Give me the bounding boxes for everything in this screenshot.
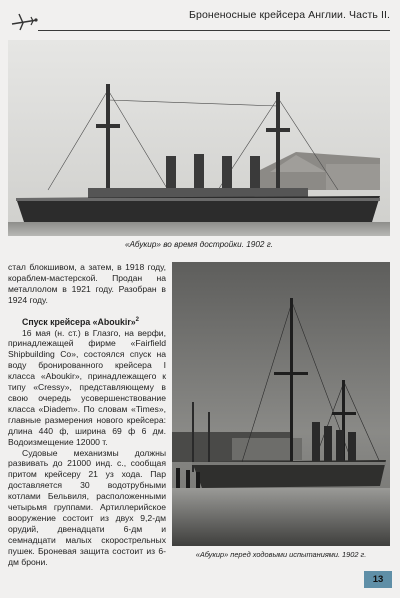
footnote-marker: 2 <box>135 316 140 323</box>
photo-ship-before-trials <box>172 262 390 546</box>
paragraph: стал блокшивом, а затем, в 1918 году, кораблем-мастерской. Продан на металлолом в 1921 году. Разобран в 1924 году. <box>8 262 166 305</box>
page-number: 13 <box>364 571 392 588</box>
figure-caption: «Абукир» во время достройки. 1902 г. <box>124 240 274 249</box>
figure-caption: «Абукир» перед ходовыми испытаниями. 1902 г. <box>195 550 367 559</box>
airplane-emblem-icon <box>10 8 40 34</box>
header-rule <box>38 30 390 31</box>
photo-ship-fitting-out <box>8 40 390 236</box>
section-heading <box>8 315 166 328</box>
section-title: Спуск крейсера «Aboukir» <box>22 316 136 327</box>
paragraph: Судовые механизмы должны развивать до 21000 инд. с., сообщая притом крейсеру 21 уз хода. Пар доставляется 30 водотрубными котлами Бельвиля, расположенными четырьмя группами. Артиллерийское вооружение состоит из двух 9,2-дм орудий, двенадцати 6-дм и семнадцати малых скорострельных пушек. Броневая защита состоит из 6-дм брони. <box>8 447 166 567</box>
paragraph: 16 мая (н. ст.) в Глазго, на верфи, принадлежащей фирме «Fairfield Shipbuilding Co», состоялся спуск на воду бронированного крейсера I класса «Aboukir», принадлежащего к типу «Cressy», представляющему в свою очередь усовершенствование класса «Diadem». По словам «Times», главные размерения нового крейсера: длина 440 ф, ширина 69 ф 6 дм. Водоизмещение 12000 т. <box>8 327 166 447</box>
body-text-column <box>8 262 166 567</box>
running-title: Броненосные крейсера Англии. Часть II. <box>189 9 390 21</box>
